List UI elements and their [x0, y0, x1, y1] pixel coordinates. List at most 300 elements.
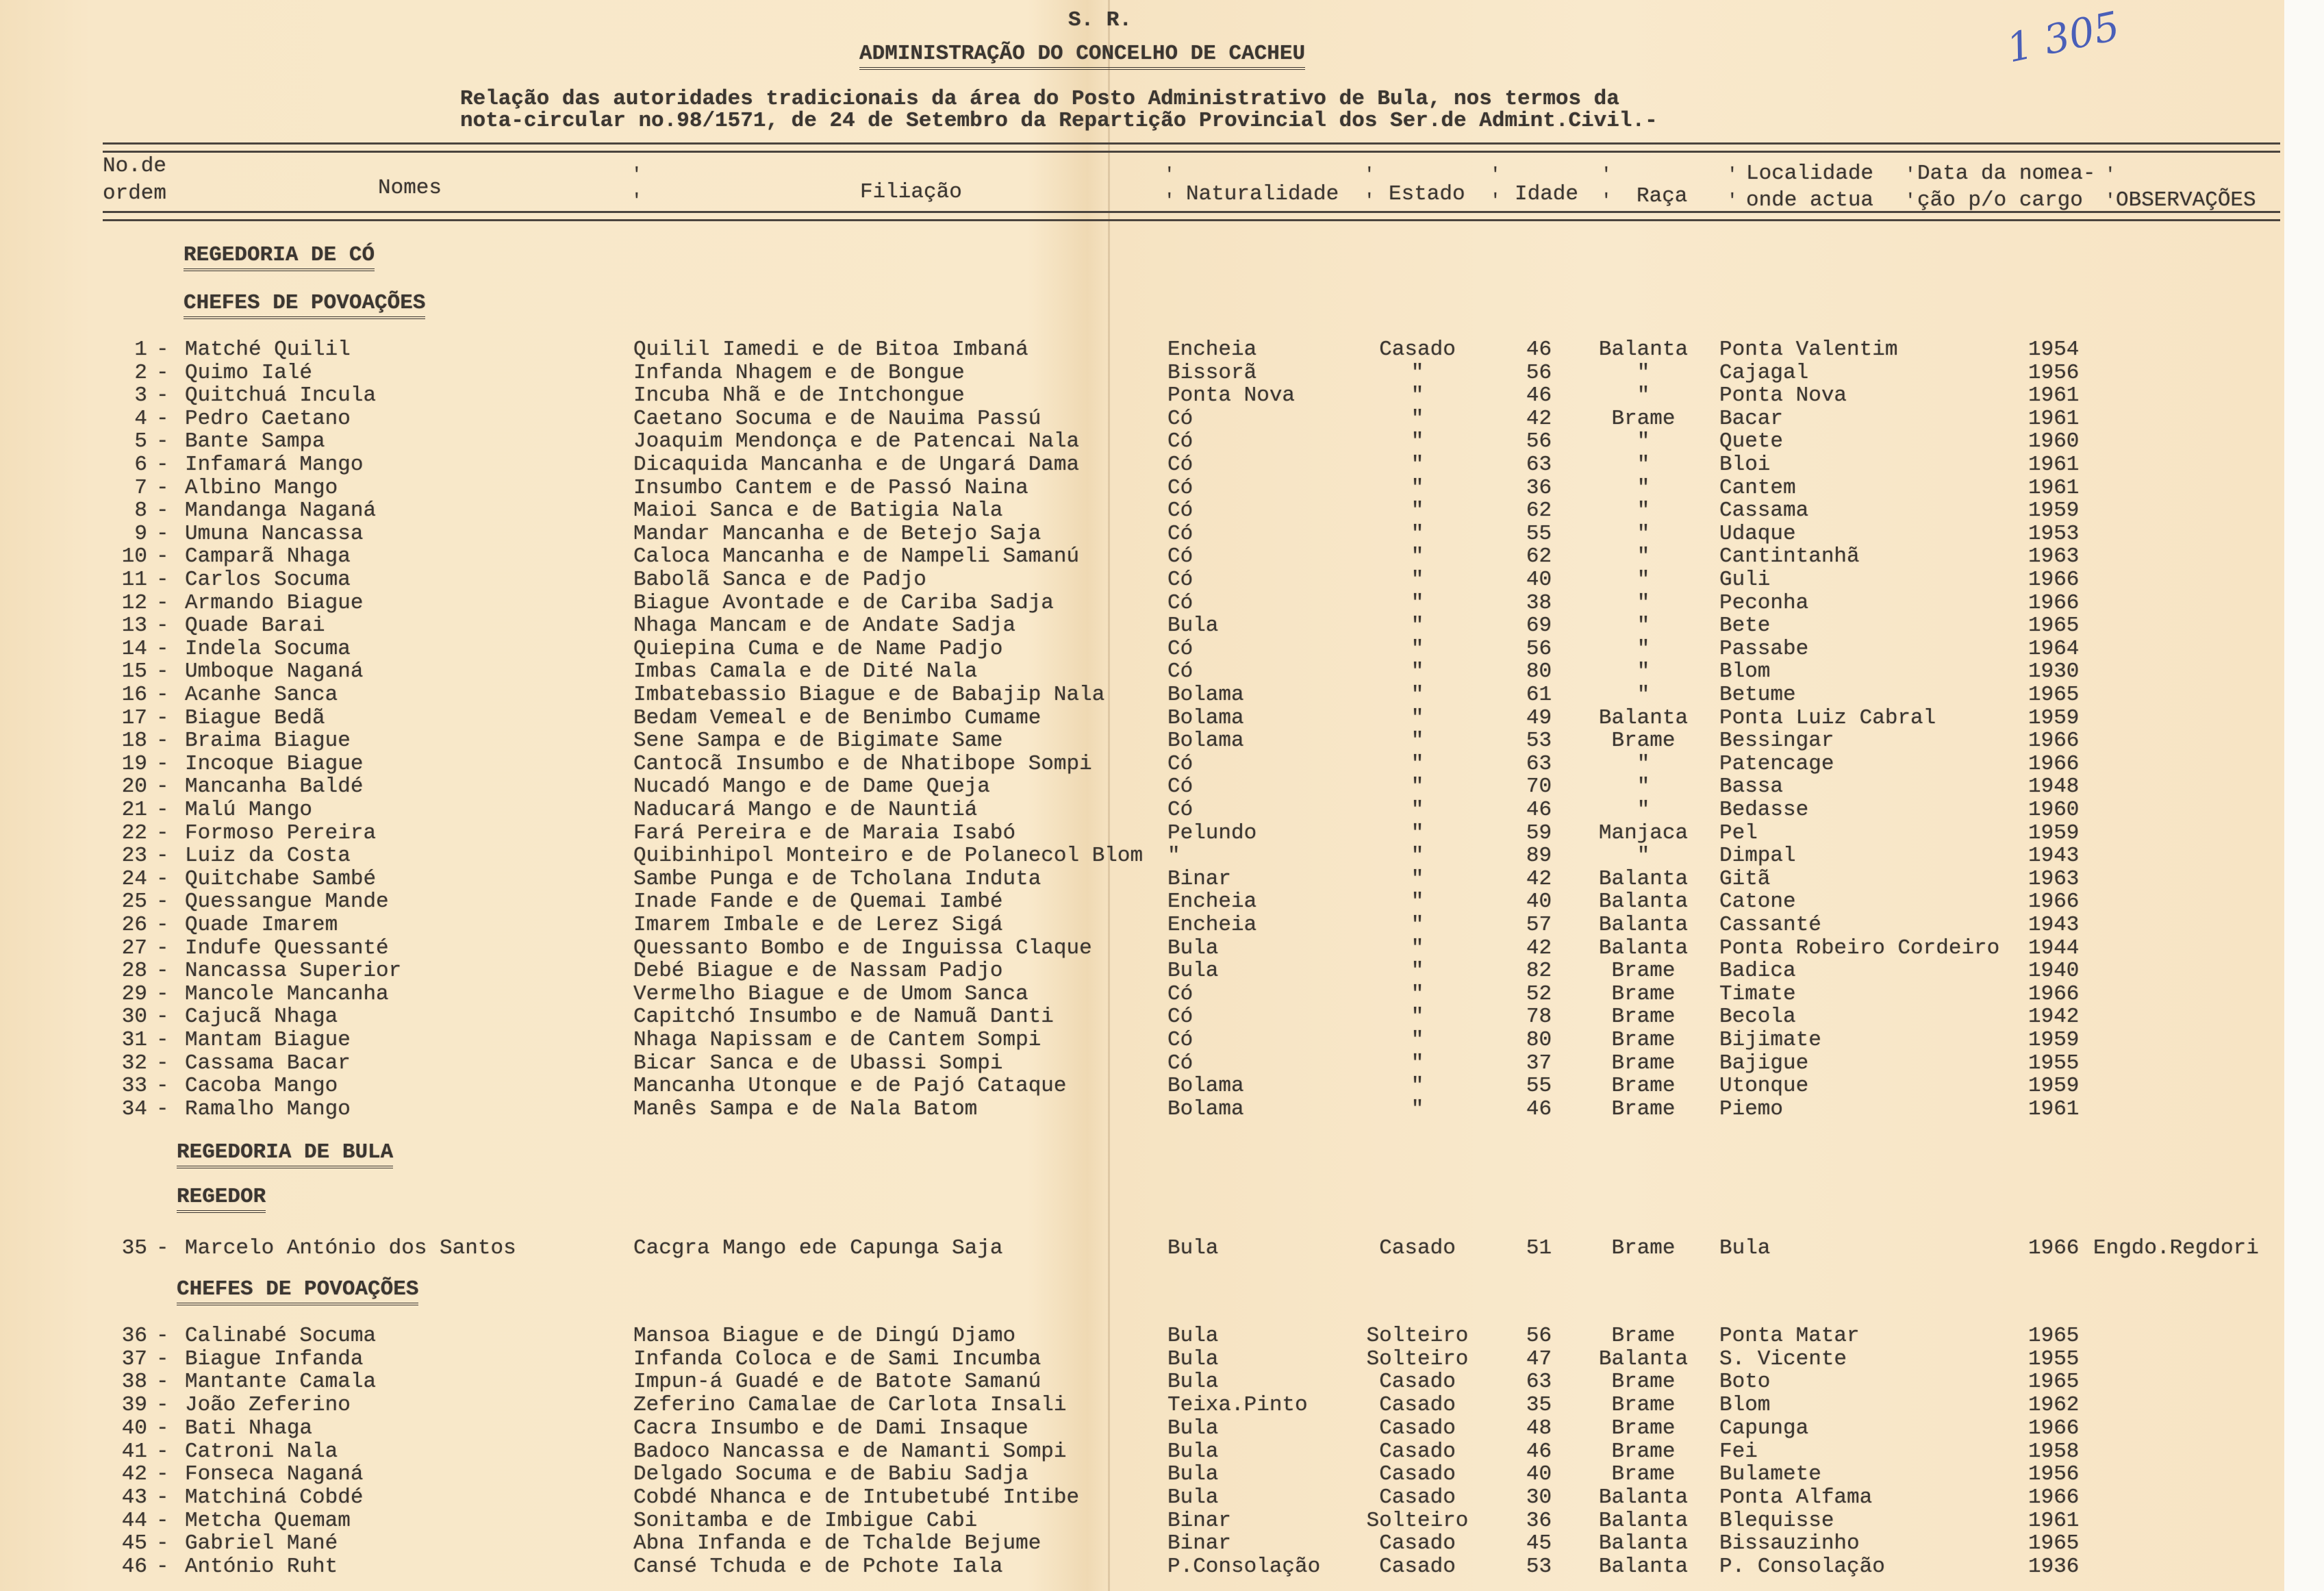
- row-localidade: Bissauzinho: [1719, 1531, 1860, 1556]
- row-naturalidade: Có: [1167, 798, 1193, 822]
- row-idade: 61: [1526, 683, 1552, 707]
- row-dash-separator: -: [156, 820, 169, 845]
- row-naturalidade: Có: [1167, 499, 1193, 523]
- row-filiacao: Mancanha Utonque e de Pajó Cataque: [633, 1074, 1067, 1099]
- row-filiacao: Sene Sampa e de Bigimate Same: [633, 729, 1003, 753]
- row-idade: 40: [1526, 1462, 1552, 1487]
- row-name: Quade Imarem: [185, 913, 338, 937]
- row-localidade: Bessingar: [1719, 729, 1834, 753]
- row-number: 28: [121, 959, 147, 984]
- row-filiacao: Inade Fande e de Quemai Iambé: [633, 890, 1003, 914]
- row-localidade: Patencage: [1719, 751, 1834, 776]
- row-dash-separator: -: [156, 384, 169, 408]
- row-raca: ": [1637, 751, 1650, 776]
- row-number: 32: [121, 1051, 147, 1075]
- row-number: 30: [121, 1005, 147, 1029]
- row-number: 17: [121, 705, 147, 730]
- row-naturalidade: Có: [1167, 475, 1193, 500]
- col-naturalidade: Naturalidade: [1186, 182, 1339, 206]
- row-raca: Manjaca: [1598, 820, 1689, 845]
- row-raca: Balanta: [1598, 913, 1689, 937]
- row-raca: Brame: [1611, 729, 1676, 753]
- row-estado: ": [1411, 729, 1424, 753]
- row-filiacao: Manês Sampa e de Nala Batom: [633, 1097, 978, 1121]
- row-naturalidade: Bula: [1167, 1462, 1219, 1487]
- row-estado: ": [1411, 636, 1424, 661]
- row-data-nomeacao: 1961: [2028, 1508, 2080, 1533]
- row-data-nomeacao: 1966: [2028, 1485, 2080, 1509]
- row-idade: 55: [1526, 521, 1552, 546]
- row-name: Carlos Socuma: [185, 568, 351, 592]
- row-idade: 51: [1526, 1236, 1552, 1260]
- row-number: 39: [121, 1393, 147, 1418]
- row-number: 34: [121, 1097, 147, 1121]
- row-number: 3: [134, 384, 147, 408]
- row-number: 40: [121, 1416, 147, 1440]
- row-idade: 80: [1526, 660, 1552, 684]
- row-data-nomeacao: 1966: [2028, 729, 2080, 753]
- row-name: Pedro Caetano: [185, 406, 351, 431]
- row-localidade: Fei: [1719, 1439, 1758, 1464]
- row-idade: 40: [1526, 568, 1552, 592]
- row-raca: Brame: [1611, 1051, 1676, 1075]
- row-localidade: Utonque: [1719, 1074, 1809, 1099]
- row-estado: ": [1411, 936, 1424, 960]
- row-name: Mancole Mancanha: [185, 981, 389, 1006]
- row-dash-separator: -: [156, 1324, 169, 1348]
- row-estado: Solteiro: [1366, 1508, 1469, 1533]
- row-number: 22: [121, 820, 147, 845]
- row-data-nomeacao: 1963: [2028, 866, 2080, 891]
- row-idade: 38: [1526, 590, 1552, 615]
- row-dash-separator: -: [156, 890, 169, 914]
- row-idade: 47: [1526, 1346, 1552, 1371]
- row-dash-separator: -: [156, 936, 169, 960]
- row-name: Cacoba Mango: [185, 1074, 338, 1099]
- row-dash-separator: -: [156, 499, 169, 523]
- row-data-nomeacao: 1936: [2028, 1555, 2080, 1579]
- column-separator-mark: ': [1164, 164, 1175, 185]
- row-name: Calinabé Socuma: [185, 1324, 377, 1348]
- row-naturalidade: Có: [1167, 775, 1193, 799]
- row-name: Ramalho Mango: [185, 1097, 351, 1121]
- row-raca: Balanta: [1598, 936, 1689, 960]
- row-raca: ": [1637, 475, 1650, 500]
- row-dash-separator: -: [156, 1531, 169, 1556]
- row-dash-separator: -: [156, 406, 169, 431]
- row-idade: 53: [1526, 1555, 1552, 1579]
- row-name: Biague Infanda: [185, 1346, 364, 1371]
- row-data-nomeacao: 1959: [2028, 705, 2080, 730]
- col-localidade-line1: Localidade: [1746, 162, 1874, 186]
- row-number: 11: [121, 568, 147, 592]
- column-separator-mark: ': [1164, 190, 1175, 211]
- row-raca: Balanta: [1598, 890, 1689, 914]
- row-dash-separator: -: [156, 1028, 169, 1052]
- row-filiacao: Quiepina Cuma e de Name Padjo: [633, 636, 1003, 661]
- row-idade: 62: [1526, 499, 1552, 523]
- row-name: Incoque Biague: [185, 751, 364, 776]
- row-naturalidade: Ponta Nova: [1167, 384, 1296, 408]
- row-localidade: Cantem: [1719, 475, 1796, 500]
- row-estado: ": [1411, 705, 1424, 730]
- row-name: Quimo Ialé: [185, 360, 313, 385]
- row-idade: 56: [1526, 636, 1552, 661]
- row-number: 7: [134, 475, 147, 500]
- row-naturalidade: Có: [1167, 568, 1193, 592]
- row-dash-separator: -: [156, 429, 169, 454]
- row-estado: ": [1411, 751, 1424, 776]
- row-filiacao: Quibinhipol Monteiro e de Polanecol Blom: [633, 844, 1144, 868]
- row-estado: Casado: [1379, 1462, 1456, 1487]
- row-estado: ": [1411, 820, 1424, 845]
- row-idade: 49: [1526, 705, 1552, 730]
- row-raca: Brame: [1611, 1416, 1676, 1440]
- column-separator-mark: ': [1601, 190, 1612, 211]
- row-name: Gabriel Mané: [185, 1531, 338, 1556]
- row-number: 36: [121, 1324, 147, 1348]
- row-estado: Solteiro: [1366, 1346, 1469, 1371]
- row-naturalidade: Bula: [1167, 1370, 1219, 1394]
- row-number: 44: [121, 1508, 147, 1533]
- row-name: Braima Biague: [185, 729, 351, 753]
- row-estado: ": [1411, 429, 1424, 454]
- column-separator-mark: ': [1364, 164, 1375, 185]
- row-idade: 46: [1526, 798, 1552, 822]
- row-raca: ": [1637, 499, 1650, 523]
- row-estado: ": [1411, 1028, 1424, 1052]
- row-raca: ": [1637, 521, 1650, 546]
- row-naturalidade: Encheia: [1167, 338, 1257, 362]
- row-name: Bante Sampa: [185, 429, 325, 454]
- row-raca: Brame: [1611, 1370, 1676, 1394]
- row-filiacao: Sonitamba e de Imbigue Cabi: [633, 1508, 978, 1533]
- row-raca: Balanta: [1598, 1346, 1689, 1371]
- row-name: Mancanha Baldé: [185, 775, 364, 799]
- row-dash-separator: -: [156, 568, 169, 592]
- row-dash-separator: -: [156, 1074, 169, 1099]
- row-estado: ": [1411, 1074, 1424, 1099]
- row-filiacao: Fará Pereira e de Maraia Isabó: [633, 820, 1016, 845]
- column-separator-mark: ': [1727, 190, 1738, 211]
- group-title-regedor: REGEDOR: [177, 1186, 266, 1213]
- row-data-nomeacao: 1956: [2028, 1462, 2080, 1487]
- row-idade: 45: [1526, 1531, 1552, 1556]
- row-filiacao: Babolã Sanca e de Padjo: [633, 568, 926, 592]
- row-estado: ": [1411, 568, 1424, 592]
- row-data-nomeacao: 1962: [2028, 1393, 2080, 1418]
- row-filiacao: Cantocã Insumbo e de Nhatibope Sompi: [633, 751, 1092, 776]
- row-raca: ": [1637, 614, 1650, 638]
- row-name: Quitchabe Sambé: [185, 866, 377, 891]
- row-dash-separator: -: [156, 1416, 169, 1440]
- row-data-nomeacao: 1956: [2028, 360, 2080, 385]
- intro-line-2: nota-circular no.98/1571, de 24 de Setembro da Repartição Provincial dos Ser.de Admint.Civil.-: [460, 109, 1658, 133]
- row-raca: ": [1637, 660, 1650, 684]
- row-idade: 37: [1526, 1051, 1552, 1075]
- col-estado: Estado: [1389, 182, 1465, 206]
- row-data-nomeacao: 1965: [2028, 1324, 2080, 1348]
- row-localidade: Piemo: [1719, 1097, 1784, 1121]
- row-data-nomeacao: 1948: [2028, 775, 2080, 799]
- row-estado: ": [1411, 798, 1424, 822]
- row-name: Matchiná Cobdé: [185, 1485, 364, 1509]
- row-number: 19: [121, 751, 147, 776]
- row-filiacao: Dicaquida Mancanha e de Ungará Dama: [633, 453, 1080, 477]
- row-localidade: Bajigue: [1719, 1051, 1809, 1075]
- row-raca: Brame: [1611, 1005, 1676, 1029]
- row-dash-separator: -: [156, 614, 169, 638]
- row-name: Albino Mango: [185, 475, 338, 500]
- row-estado: ": [1411, 981, 1424, 1006]
- row-filiacao: Imbas Camala e de Dité Nala: [633, 660, 978, 684]
- row-localidade: Timate: [1719, 981, 1796, 1006]
- row-naturalidade: Bula: [1167, 1416, 1219, 1440]
- row-number: 6: [134, 453, 147, 477]
- row-estado: ": [1411, 453, 1424, 477]
- row-naturalidade: Bolama: [1167, 1074, 1244, 1099]
- row-idade: 42: [1526, 936, 1552, 960]
- row-naturalidade: Bula: [1167, 1324, 1219, 1348]
- row-localidade: Cassama: [1719, 499, 1809, 523]
- row-dash-separator: -: [156, 1485, 169, 1509]
- row-number: 24: [121, 866, 147, 891]
- row-idade: 55: [1526, 1074, 1552, 1099]
- row-dash-separator: -: [156, 453, 169, 477]
- row-idade: 46: [1526, 1097, 1552, 1121]
- row-number: 18: [121, 729, 147, 753]
- column-separator-mark: ': [1490, 164, 1501, 185]
- row-filiacao: Debé Biague e de Nassam Padjo: [633, 959, 1003, 984]
- row-idade: 63: [1526, 1370, 1552, 1394]
- row-data-nomeacao: 1965: [2028, 1531, 2080, 1556]
- row-localidade: Quete: [1719, 429, 1784, 454]
- row-idade: 69: [1526, 614, 1552, 638]
- row-naturalidade: Pelundo: [1167, 820, 1257, 845]
- row-idade: 78: [1526, 1005, 1552, 1029]
- row-number: 5: [134, 429, 147, 454]
- row-name: Indufe Quessanté: [185, 936, 389, 960]
- row-dash-separator: -: [156, 729, 169, 753]
- row-raca: ": [1637, 844, 1650, 868]
- row-number: 12: [121, 590, 147, 615]
- row-data-nomeacao: 1966: [2028, 1236, 2080, 1260]
- column-separator-mark: ': [1905, 190, 1916, 211]
- row-idade: 35: [1526, 1393, 1552, 1418]
- row-dash-separator: -: [156, 660, 169, 684]
- row-idade: 40: [1526, 890, 1552, 914]
- row-estado: ": [1411, 1097, 1424, 1121]
- row-idade: 52: [1526, 981, 1552, 1006]
- col-ordem-line2: ordem: [103, 181, 167, 205]
- row-naturalidade: Bissorã: [1167, 360, 1257, 385]
- row-dash-separator: -: [156, 1097, 169, 1121]
- row-data-nomeacao: 1943: [2028, 844, 2080, 868]
- row-data-nomeacao: 1966: [2028, 590, 2080, 615]
- row-dash-separator: -: [156, 1346, 169, 1371]
- row-filiacao: Cacra Insumbo e de Dami Insaque: [633, 1416, 1028, 1440]
- row-naturalidade: Có: [1167, 521, 1193, 546]
- row-filiacao: Nucadó Mango e de Dame Queja: [633, 775, 990, 799]
- row-naturalidade: Bula: [1167, 1485, 1219, 1509]
- row-estado: Casado: [1379, 1236, 1456, 1260]
- row-localidade: Bete: [1719, 614, 1771, 638]
- row-name: Armando Biague: [185, 590, 364, 615]
- row-estado: Casado: [1379, 1531, 1456, 1556]
- row-name: Umuna Nancassa: [185, 521, 364, 546]
- row-estado: ": [1411, 660, 1424, 684]
- row-localidade: Bulamete: [1719, 1462, 1821, 1487]
- row-naturalidade: Có: [1167, 590, 1193, 615]
- row-naturalidade: Có: [1167, 453, 1193, 477]
- row-filiacao: Cobdé Nhanca e de Intubetubé Intibe: [633, 1485, 1080, 1509]
- row-estado: ": [1411, 959, 1424, 984]
- col-localidade-line2: onde actua: [1746, 188, 1874, 212]
- row-name: Infamará Mango: [185, 453, 364, 477]
- row-localidade: Dimpal: [1719, 844, 1796, 868]
- column-separator-mark: ': [1364, 190, 1375, 211]
- col-observacoes: OBSERVAÇÕES: [2116, 188, 2256, 212]
- column-separator-mark: ': [631, 190, 642, 211]
- row-raca: Balanta: [1598, 1531, 1689, 1556]
- row-dash-separator: -: [156, 636, 169, 661]
- col-filiacao: Filiação: [860, 180, 962, 204]
- row-estado: ": [1411, 775, 1424, 799]
- header-sr: S. R.: [1068, 8, 1133, 32]
- row-estado: Casado: [1379, 338, 1456, 362]
- row-data-nomeacao: 1959: [2028, 1074, 2080, 1099]
- row-idade: 42: [1526, 406, 1552, 431]
- row-localidade: Blom: [1719, 1393, 1771, 1418]
- row-data-nomeacao: 1961: [2028, 406, 2080, 431]
- row-name: Luiz da Costa: [185, 844, 351, 868]
- row-dash-separator: -: [156, 775, 169, 799]
- row-data-nomeacao: 1943: [2028, 913, 2080, 937]
- column-separator-mark: ': [2105, 164, 2116, 185]
- row-number: 2: [134, 360, 147, 385]
- row-data-nomeacao: 1959: [2028, 499, 2080, 523]
- row-raca: Balanta: [1598, 866, 1689, 891]
- row-filiacao: Nhaga Mancam e de Andate Sadja: [633, 614, 1016, 638]
- row-number: 13: [121, 614, 147, 638]
- row-raca: Balanta: [1598, 1485, 1689, 1509]
- row-idade: 82: [1526, 959, 1552, 984]
- row-data-nomeacao: 1953: [2028, 521, 2080, 546]
- row-number: 21: [121, 798, 147, 822]
- row-localidade: Ponta Matar: [1719, 1324, 1860, 1348]
- row-filiacao: Delgado Socuma e de Babiu Sadja: [633, 1462, 1028, 1487]
- row-estado: ": [1411, 1005, 1424, 1029]
- col-nomes: Nomes: [378, 176, 442, 200]
- row-estado: ": [1411, 866, 1424, 891]
- row-number: 16: [121, 683, 147, 707]
- row-name: Umboque Naganá: [185, 660, 364, 684]
- row-number: 31: [121, 1028, 147, 1052]
- row-idade: 36: [1526, 475, 1552, 500]
- row-estado: ": [1411, 844, 1424, 868]
- row-number: 1: [134, 338, 147, 362]
- row-naturalidade: Bula: [1167, 1236, 1219, 1260]
- row-naturalidade: Có: [1167, 1028, 1193, 1052]
- row-naturalidade: Bula: [1167, 614, 1219, 638]
- row-idade: 59: [1526, 820, 1552, 845]
- row-estado: ": [1411, 521, 1424, 546]
- row-data-nomeacao: 1966: [2028, 751, 2080, 776]
- row-name: Indela Socuma: [185, 636, 351, 661]
- row-data-nomeacao: 1955: [2028, 1346, 2080, 1371]
- row-name: Matché Quilil: [185, 338, 351, 362]
- row-filiacao: Caloca Mancanha e de Nampeli Samanú: [633, 544, 1080, 569]
- row-localidade: Gitã: [1719, 866, 1771, 891]
- col-raca: Raça: [1637, 184, 1688, 208]
- group-title-chefes-bula: CHEFES DE POVOAÇÕES: [177, 1278, 418, 1305]
- row-name: Quade Barai: [185, 614, 325, 638]
- row-filiacao: Capitchó Insumbo e de Namuã Danti: [633, 1005, 1054, 1029]
- row-dash-separator: -: [156, 1508, 169, 1533]
- row-number: 25: [121, 890, 147, 914]
- row-idade: 56: [1526, 360, 1552, 385]
- row-filiacao: Naducará Mango e de Nauntiá: [633, 798, 978, 822]
- row-localidade: Bula: [1719, 1236, 1771, 1260]
- row-data-nomeacao: 1960: [2028, 429, 2080, 454]
- row-filiacao: Infanda Nhagem e de Bongue: [633, 360, 965, 385]
- row-localidade: Ponta Nova: [1719, 384, 1847, 408]
- row-localidade: Bassa: [1719, 775, 1784, 799]
- section-title-regedoria-bula: REGEDORIA DE BULA: [177, 1141, 393, 1168]
- row-name: Catroni Nala: [185, 1439, 338, 1464]
- row-name: Mantante Camala: [185, 1370, 377, 1394]
- row-name: Mantam Biague: [185, 1028, 351, 1052]
- row-raca: Brame: [1611, 1074, 1676, 1099]
- row-idade: 46: [1526, 384, 1552, 408]
- row-number: 29: [121, 981, 147, 1006]
- row-idade: 62: [1526, 544, 1552, 569]
- row-raca: ": [1637, 798, 1650, 822]
- column-separator-mark: ': [631, 164, 642, 185]
- row-number: 9: [134, 521, 147, 546]
- table-header-top-rule: [103, 142, 2280, 153]
- row-name: Fonseca Naganá: [185, 1462, 364, 1487]
- row-number: 10: [121, 544, 147, 569]
- row-naturalidade: P.Consolação: [1167, 1555, 1321, 1579]
- row-naturalidade: Encheia: [1167, 913, 1257, 937]
- row-idade: 63: [1526, 751, 1552, 776]
- row-filiacao: Sambe Punga e de Tcholana Induta: [633, 866, 1041, 891]
- row-naturalidade: Có: [1167, 636, 1193, 661]
- row-localidade: Cajagal: [1719, 360, 1809, 385]
- row-estado: ": [1411, 360, 1424, 385]
- row-dash-separator: -: [156, 866, 169, 891]
- row-dash-separator: -: [156, 360, 169, 385]
- row-filiacao: Biague Avontade e de Cariba Sadja: [633, 590, 1054, 615]
- row-estado: ": [1411, 890, 1424, 914]
- row-raca: Brame: [1611, 1462, 1676, 1487]
- row-localidade: Udaque: [1719, 521, 1796, 546]
- row-filiacao: Nhaga Napissam e de Cantem Sompi: [633, 1028, 1041, 1052]
- row-filiacao: Infanda Coloca e de Sami Incumba: [633, 1346, 1041, 1371]
- row-raca: Balanta: [1598, 705, 1689, 730]
- row-estado: Casado: [1379, 1439, 1456, 1464]
- row-localidade: Capunga: [1719, 1416, 1809, 1440]
- row-filiacao: Caetano Socuma e de Nauima Passú: [633, 406, 1041, 431]
- row-raca: ": [1637, 453, 1650, 477]
- row-filiacao: Cansé Tchuda e de Pchote Iala: [633, 1555, 1003, 1579]
- row-dash-separator: -: [156, 1555, 169, 1579]
- row-dash-separator: -: [156, 1462, 169, 1487]
- row-data-nomeacao: 1942: [2028, 1005, 2080, 1029]
- row-estado: ": [1411, 384, 1424, 408]
- row-raca: Brame: [1611, 1393, 1676, 1418]
